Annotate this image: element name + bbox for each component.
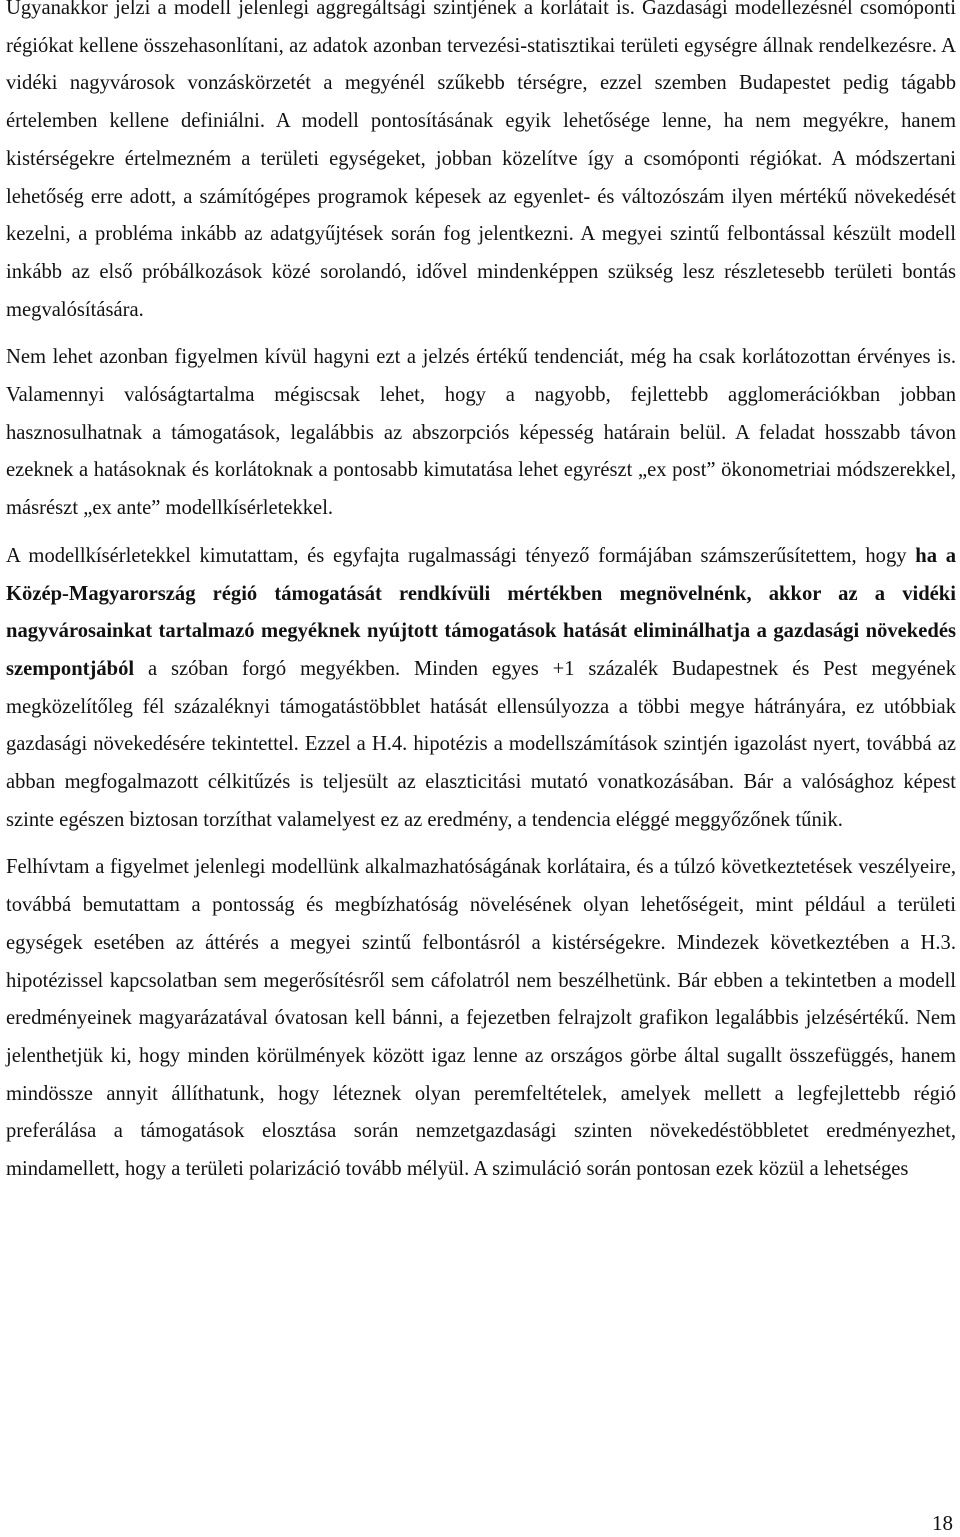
paragraph-3-bold-finding: ha a Közép-Magyarország régió támogatását rendkívüli mértékben megnövelnénk, akkor az a vidéki nagyvárosainkat tartalmazó megyéknek nyújtott támogatások hatását eliminálhatja a gazdasági növekedés szempontjából xyxy=(6,544,956,680)
paragraph-1-text: Ugyanakkor jelzi a modell jelenlegi aggregáltsági szintjének a korlátait is. Gazdasági modellezésnél csomóponti régiókat kellene összehasonlítani, az adatok azonban tervezési-statisztikai területi egységre állnak rendelkezésre. A vidéki nagyvárosok vonzáskörzetét a megyénél szűkebb térségre, ezzel szemben Budapestet pedig tágabb értelemben kellene definiálni. A modell pontosításának egyik lehetősége lenne, ha nem megyékre, hanem kistérségekre értelmezném a területi egységeket, jobban közelítve így a csomóponti régiókat. A módszertani lehetőség erre adott, a számítógépes programok képesek az egyenlet- és változószám ilyen mértékű növekedését kezelni, a probléma inkább az adatgyűjtések során fog jelentkezni. A megyei szintű felbontással készült modell inkább az első próbálkozások közé sorolandó, idővel mindenképpen szükség lesz részletesebb területi bontás megvalósítására. xyxy=(6,0,956,321)
paragraph-2-text: Nem lehet azonban figyelmen kívül hagyni ezt a jelzés értékű tendenciát, még ha csak korlátozottan érvényes is. Valamennyi valóságtartalma mégiscsak lehet, hogy a nagyobb, fejlettebb agglomerációkban jobban hasznosulhatnak a támogatások, legalábbis az abszorpciós képesség határain belül. A feladat hosszabb távon ezeknek a hatásoknak és korlátoknak a pontosabb kimutatása lehet egyrészt „ex post” ökonometriai módszerekkel, másrészt „ex ante” modellkísérletekkel. xyxy=(6,346,956,520)
paragraph-4-text: Felhívtam a figyelmet jelenlegi modellünk alkalmazhatóságának korlátaira, és a túlzó következtetések veszélyeire, továbbá bemutattam a pontosság és megbízhatóság növelésének olyan lehetőségeit, mint például a területi egységek esetében az áttérés a megyei szintű felbontásról a kistérségekre. Mindezek következtében a H.3. hipotézissel kapcsolatban sem megerősítésről sem cáfolatról nem beszélhetünk. Bár ebben a tekintetben a modell eredményeinek magyarázatával óvatosan kell bánni, a fejezetben felrajzolt grafikon legalábbis jelzésértékű. Nem jelenthetjük ki, hogy minden körülmények között igaz lenne az országos görbe által sugallt összefüggés, hanem mindössze annyit állíthatunk, hogy léteznek olyan peremfeltételek, amelyek mellett a legfejlettebb régió preferálása a támogatások elosztása során nemzetgazdasági szinten növekedéstöbbletet eredményezhet, mindamellett, hogy a területi polarizáció tovább mélyül. A szimuláció során pontosan ezek közül a lehetséges xyxy=(6,856,956,1181)
paragraph-3-text-start: A modellkísérletekkel kimutattam, és egyfajta rugalmassági tényező formájában számszerűsítettem, hogy xyxy=(6,544,916,567)
paragraph-3 xyxy=(6,538,956,840)
document-page xyxy=(6,0,956,1189)
paragraph-3-text-end: a szóban forgó megyékben. Minden egyes +1 százalék Budapestnek és Pest megyének megközelítőleg fél százaléknyi támogatástöbblet hatását ellensúlyozza a többi megye hátrányára, ez utóbbiak gazdasági növekedésére tekintettel. Ezzel a H.4. hipotézis a modellszámítások szintjén igazolást nyert, továbbá az abban megfogalmazott célkitűzés is teljesült az elaszticitási mutató vonatkozásában. Bár a valósághoz képest szinte egészen biztosan torzíthat valamelyest ez az eredmény, a tendencia eléggé meggyőzőnek tűnik. xyxy=(6,657,956,831)
page-number: 18 xyxy=(932,1511,953,1535)
paragraph-1 xyxy=(6,0,956,329)
paragraph-4 xyxy=(6,849,956,1188)
paragraph-2 xyxy=(6,339,956,528)
